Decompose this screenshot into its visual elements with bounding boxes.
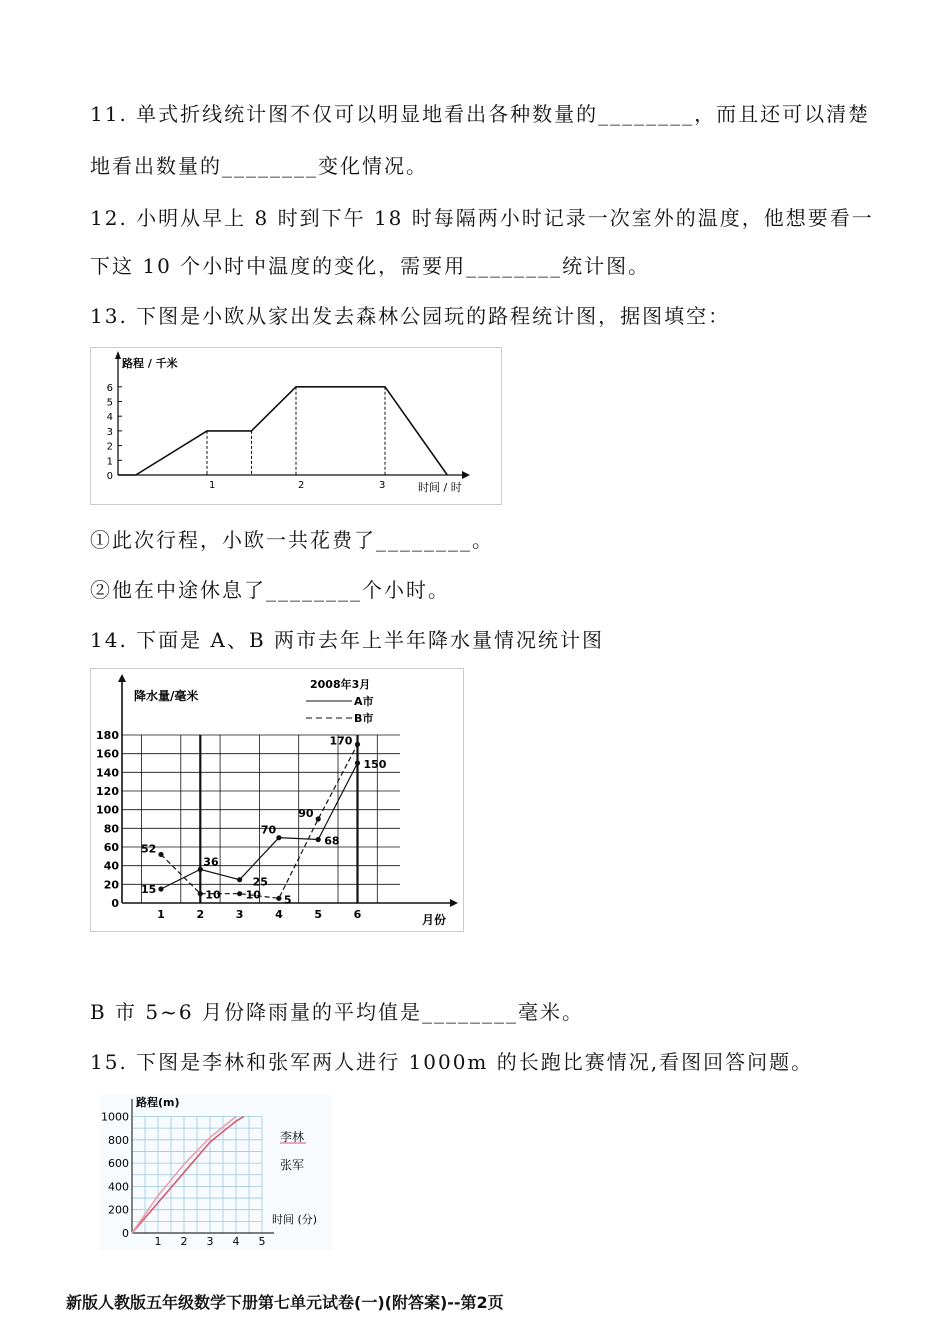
x-tick-label: 3: [379, 480, 386, 491]
chart-bg: [100, 1095, 332, 1250]
data-point: [316, 816, 321, 821]
rainfall-chart: [90, 668, 464, 932]
y-tick-label: 400: [108, 1180, 129, 1194]
y-tick-label: 6: [106, 382, 113, 394]
q12-line2: 下这 10 个小时中温度的变化，需要用________统计图。: [90, 254, 651, 278]
legend-zhang: 张军: [280, 1158, 305, 1172]
y-axis-label: 路程(m): [136, 1096, 180, 1109]
y-axis-label: 路程 / 千米: [122, 357, 178, 370]
data-label: 170: [329, 734, 353, 748]
distance-line: [118, 387, 447, 475]
data-point: [237, 877, 242, 882]
y-axis-arrow: [118, 674, 126, 682]
q13-sub2: ②他在中途休息了________个小时。: [90, 578, 450, 602]
y-tick-label: 140: [96, 766, 119, 780]
distance-time-chart: [90, 347, 502, 505]
data-point: [276, 835, 281, 840]
y-tick-label: 80: [103, 822, 119, 836]
data-point: [198, 891, 203, 896]
y-tick-label: 5: [106, 397, 113, 409]
legend-b-label: B市: [354, 712, 374, 725]
data-label: 10: [205, 888, 221, 902]
q11-line1: 11. 单式折线统计图不仅可以明显地看出各种数量的________，而且还可以清楚: [90, 102, 871, 126]
y-tick-label: 40: [103, 859, 119, 873]
y-tick-label: 160: [96, 747, 119, 761]
x-tick-label: 6: [353, 908, 362, 921]
q13-sub1: ①此次行程，小欧一共花费了________。: [90, 528, 494, 552]
x-tick-label: 4: [232, 1235, 240, 1248]
y-tick-label: 20: [103, 878, 119, 892]
y-tick-label: 600: [108, 1157, 129, 1171]
y-tick-label: 0: [122, 1227, 129, 1240]
data-point: [355, 742, 360, 747]
x-tick-label: 5: [258, 1235, 266, 1248]
q14-sub: B 市 5~6 月份降雨量的平均值是________毫米。: [90, 1000, 584, 1024]
x-tick-label: 2: [298, 480, 305, 491]
y-tick-label: 0: [111, 897, 119, 910]
race-chart: [100, 1095, 332, 1250]
q13-text: 13. 下图是小欧从家出发去森林公园玩的路程统计图，据图填空：: [90, 304, 731, 328]
q15-text: 15. 下图是李林和张军两人进行 1000m 的长跑比赛情况,看图回答问题。: [90, 1050, 814, 1074]
y-tick-label: 4: [106, 412, 113, 424]
data-point: [355, 760, 360, 765]
data-label: 25: [252, 875, 268, 889]
legend-li: 李林: [280, 1130, 305, 1144]
data-label: 10: [245, 888, 261, 902]
data-label: 36: [203, 855, 219, 869]
data-point: [158, 886, 163, 891]
x-axis-arrow: [450, 899, 458, 907]
data-label: 68: [324, 834, 340, 848]
y-tick-label: 800: [108, 1133, 129, 1147]
x-axis-arrow: [462, 471, 470, 479]
data-point: [237, 891, 242, 896]
legend-a-label: A市: [354, 695, 374, 708]
x-tick-label: 5: [314, 908, 323, 921]
x-tick-label: 4: [275, 908, 283, 921]
q12-line1: 12. 小明从早上 8 时到下午 18 时每隔两小时记录一次室外的温度，他想要看一: [90, 206, 874, 230]
y-tick-label: 180: [96, 729, 119, 742]
y-tick-label: 120: [96, 785, 119, 798]
x-tick-label: 1: [157, 908, 165, 921]
x-tick-label: 2: [196, 908, 205, 921]
x-tick-label: 2: [180, 1235, 188, 1248]
q11-line2: 地看出数量的________变化情况。: [90, 154, 428, 178]
x-tick-label: 1: [209, 480, 216, 491]
page-footer: 新版人教版五年级数学下册第七单元试卷(一)(附答案)--第2页: [66, 1293, 504, 1312]
data-label: 5: [283, 893, 292, 907]
y-tick-label: 1: [106, 456, 113, 468]
x-tick-label: 3: [235, 908, 244, 921]
data-label: 150: [363, 758, 387, 771]
data-point: [198, 867, 203, 872]
x-tick-label: 1: [154, 1235, 162, 1248]
y-tick-label: 3: [106, 426, 113, 438]
data-label: 52: [141, 842, 157, 856]
y-axis-label: 降水量/毫米: [134, 689, 199, 703]
data-label: 90: [298, 807, 314, 820]
data-point: [158, 852, 163, 857]
y-tick-label: 0: [106, 471, 113, 482]
x-axis-label: 月份: [422, 913, 447, 927]
y-tick-label: 1000: [101, 1110, 129, 1124]
legend-title: 2008年3月: [310, 678, 371, 691]
data-label: 70: [260, 823, 277, 837]
x-axis-label: 时间 / 时: [418, 481, 462, 494]
data-point: [276, 896, 281, 901]
q14-text: 14. 下面是 A、B 两市去年上半年降水量情况统计图: [90, 628, 605, 652]
y-tick-label: 2: [106, 441, 113, 453]
data-point: [316, 837, 321, 842]
y-axis-arrow: [115, 351, 121, 359]
y-tick-label: 200: [108, 1203, 129, 1217]
x-axis-label: 时间 (分): [272, 1213, 318, 1226]
y-tick-label: 60: [103, 841, 119, 854]
x-tick-label: 3: [206, 1235, 214, 1248]
y-tick-label: 100: [96, 803, 119, 817]
data-label: 15: [141, 883, 157, 896]
